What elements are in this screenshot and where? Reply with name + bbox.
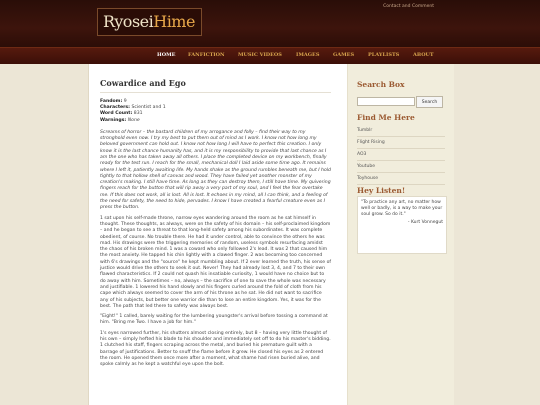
- link-toyhouse[interactable]: Toyhouse: [357, 173, 445, 185]
- meta-wordcount-label: Word Count:: [100, 111, 133, 117]
- meta-characters-label: Characters:: [100, 105, 130, 111]
- post-paragraph: Screams of horror – the bastard children of my arrogance and folly – find their way to my stronghold even now. I try my best to put them out of mind as I work. I know not how long my beloved government can hold out. I know not how long I will have to perfect this creation. I only know it is the last chance humanity has, and it is my responsibility to provide that last chance as I am the one who has taken away all others. I place the completed device on my workbench, finally ready for the test run. I reach for the small, mechanical doll I laid aside some time ago. It remains where I left it, patiently awaiting life. My hands shake as the ground rumbles beneath me, but I hold tightly to that hollow shell of canvas and wood. They have failed yet another monster of my creation's making. I still have time. As long as they can destroy them, I still have time. My quivering fingers reach for the button that will rip away a very part of my soul, and I feel the fear overtake me. If this does not work, all is lost. All is lost. It echoes in my mind, all I can think, and a feeling of the need for safety, the need to hide, pervades. I know I have created a fearful creature even as I press the button.: [100, 129, 331, 211]
- nav-images[interactable]: IMAGES: [296, 52, 320, 58]
- meta-warnings-label: Warnings:: [100, 117, 127, 123]
- quote-author: - Kurt Vonnegut: [407, 220, 443, 225]
- nav-playlists[interactable]: PLAYLISTS: [368, 52, 400, 58]
- nav-about[interactable]: ABOUT: [413, 52, 434, 58]
- link-youtube[interactable]: Youtube: [357, 161, 445, 173]
- post-paragraph: "Eight!" 1 called, barely waiting for the lumbering youngster's arrival before tossing a command at him. "Bring me Two. I have a job for him.": [100, 314, 328, 326]
- site-logo[interactable]: [97, 8, 202, 36]
- nav-fanfiction[interactable]: FANFICTION: [188, 52, 225, 58]
- link-ao3[interactable]: AO3: [357, 149, 445, 161]
- meta-warnings: [100, 118, 331, 124]
- listen-heading: Hey Listen!: [357, 186, 406, 195]
- sidebar: [347, 64, 454, 405]
- post-meta: [100, 99, 331, 124]
- post-title: Cowardice and Ego: [100, 78, 331, 93]
- findme-heading: Find Me Here: [357, 113, 415, 122]
- site-header: [0, 0, 540, 47]
- contact-link[interactable]: Contact and Comment: [383, 4, 434, 9]
- quote-text: "To practice any art, no matter how well or badly, is a way to make your soul grow. So do it.": [361, 200, 443, 217]
- meta-wordcount-value: 831: [133, 111, 143, 117]
- quote-box: [357, 196, 447, 254]
- logo-text-primary: Ryosei: [103, 12, 154, 31]
- post-paragraph: 1 sat upon his self-made throne, narrow eyes wandering around the room as he sat himself in thought. These thoughts, as always, were on the safety of his domain – his self-proclaimed kingdom – and he began to see a threat to that long-held safety among his subordinates. It was complete obedient, of course. No trouble there. He had it under control, able to convince the others he was mad. His drawings were the triggering memories of random, useless symbols resurfacing amidst the chaos of his broken mind. 1 was a coward who only followed 2's lead. It was 2 that caused him the most anxiety. He tapped his chin lightly with a clawed finger. 2 was becoming too concerned with 6's drawings and the "source" he kept mumbling about. If 2 ever learned the truth, his sense of justice would drive the others to seek it out. Never! They had already lost 3, 4, and 7 to their own flawed characteristics. If 2 could not quash his insatiable curiosity, 1 would have no choice but to do away with him. Sometimes – no, always – the sacrifice of one to save the whole was necessary and justifiable. 1 lowered his hand slowly and his fingers curled around the fold of cloth from his cape which always seemed to cover the arm of his throne as he sat. He did not want to sacrifice any of his subjects, but better one warrior die than to lose an entire kingdom. Yes, it was for the best. The path that led there to safety was always best.: [100, 215, 331, 309]
- link-flight-rising[interactable]: Flight Rising: [357, 137, 445, 149]
- post-paragraph: 1's eyes narrowed further, his shutters almost closing entirely, but 8 – having very little thought of his own – simply hefted his blade to his shoulder and immediately set off to do his master's bidding. 1 clutched his staff, fingers scraping across the metal, and buried his premature guilt with a barrage of justifications. Better to snuff the flame before it grew. He closed his eyes as 2 entered the room. He opened them once more after a moment, what shame had risen buried alive, and spoke calmly as he kept a watchful eye upon the bolt.: [100, 330, 331, 368]
- meta-characters-value: Scientist and 1: [131, 105, 166, 111]
- nav-home[interactable]: HOME: [157, 52, 176, 58]
- nav-games[interactable]: GAMES: [333, 52, 355, 58]
- search-heading: Search Box: [357, 80, 405, 89]
- nav-music-videos[interactable]: MUSIC VIDEOS: [238, 52, 282, 58]
- meta-warnings-value: None: [127, 117, 140, 123]
- link-tumblr[interactable]: Tumblr: [357, 125, 445, 137]
- logo-text-accent: Hime: [153, 12, 195, 31]
- post: [100, 78, 331, 373]
- meta-fandom-label: Fandom:: [100, 99, 123, 104]
- main-navigation: [0, 47, 540, 64]
- content-area: [88, 64, 454, 405]
- search-input[interactable]: [357, 97, 415, 106]
- social-links: [357, 125, 445, 185]
- search-button[interactable]: Search: [416, 96, 443, 108]
- meta-fandom-value: 9: [123, 99, 127, 104]
